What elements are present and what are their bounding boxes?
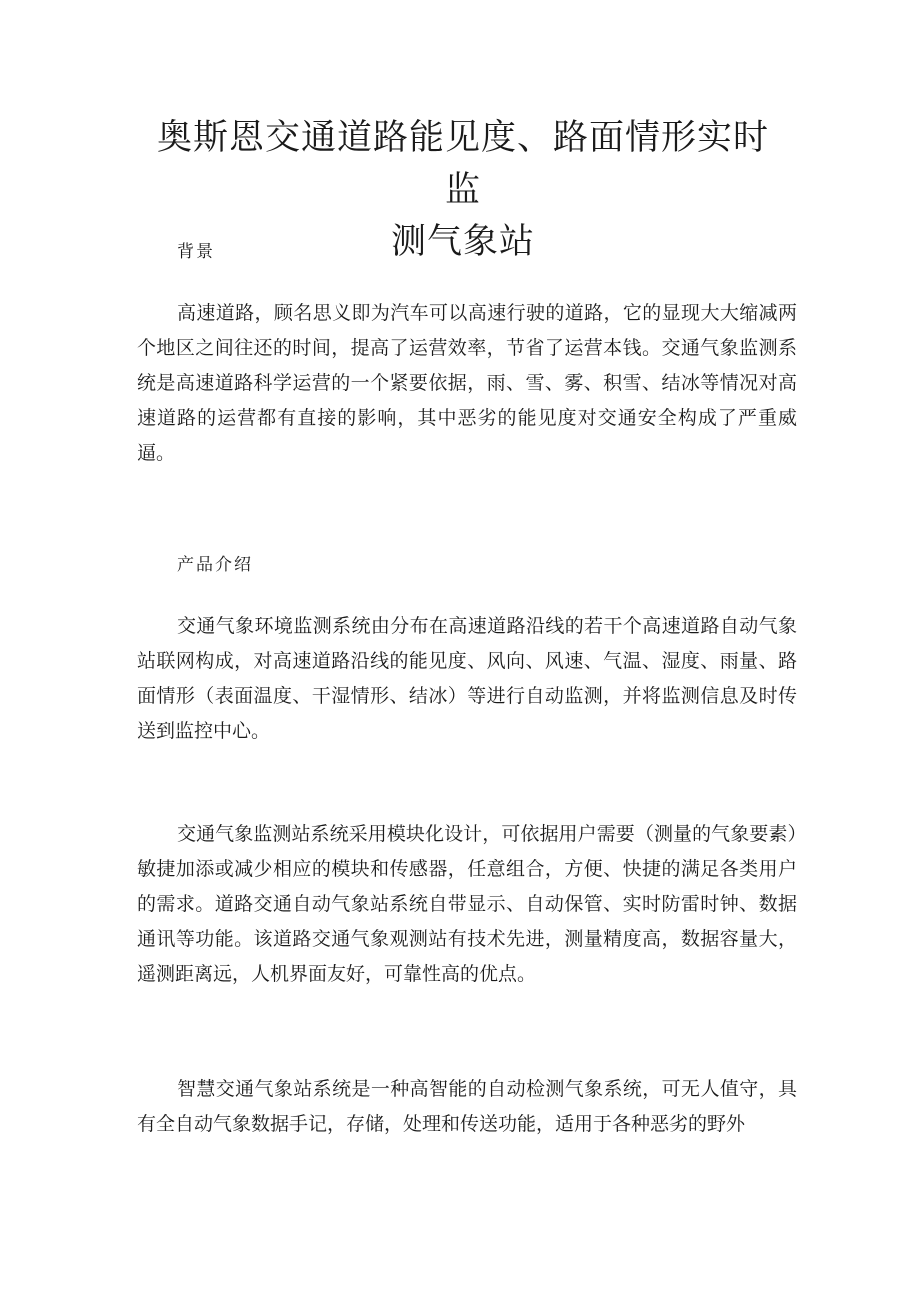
title-line-1: 奥斯恩交通道路能见度、路面情形实时监 bbox=[156, 118, 769, 210]
section-heading-product: 产品介绍 bbox=[177, 555, 253, 575]
paragraph-product-2: 交通气象监测站系统采用模块化设计，可依据用户需要（测量的气象要素）敏捷加添或减少相应的模块和传感器，任意组合，方便、快捷的满足各类用户的需求。道路交通自动气象站系统自带显示、自动保管、实时防雷时钟、数据通讯等功能。该道路交通气象观测站有技术先进，测量精度高，数据容量大，遥测距离远，人机界面友好，可靠性高的优点。 bbox=[137, 823, 797, 985]
paragraph-product-1: 交通气象环境监测系统由分布在高速道路沿线的若干个高速道路自动气象站联网构成，对高速道路沿线的能见度、风向、风速、气温、湿度、雨量、路面情形（表面温度、干湿情形、结冰）等进行自动监测，并将监测信息及时传送到监控中心。 bbox=[137, 615, 797, 742]
title-line-2: 测气象站 bbox=[390, 222, 535, 262]
paragraph-product-3: 智慧交通气象站系统是一种高智能的自动检测气象系统，可无人值守，具有全自动气象数据手记，存储，处理和传送功能，适用于各种恶劣的野外 bbox=[137, 1078, 797, 1135]
document-title bbox=[140, 112, 786, 268]
paragraph-background: 高速道路，顾名思义即为汽车可以高速行驶的道路，它的显现大大缩减两个地区之间往还的时间，提高了运营效率，节省了运营本钱。交通气象监测系统是高速道路科学运营的一个紧要依据，雨、雪、雾、积雪、结冰等情况对高速道路的运营都有直接的影响，其中恶劣的能见度对交通安全构成了严重威逼。 bbox=[137, 302, 797, 464]
section-heading-background: 背景 bbox=[177, 242, 215, 262]
